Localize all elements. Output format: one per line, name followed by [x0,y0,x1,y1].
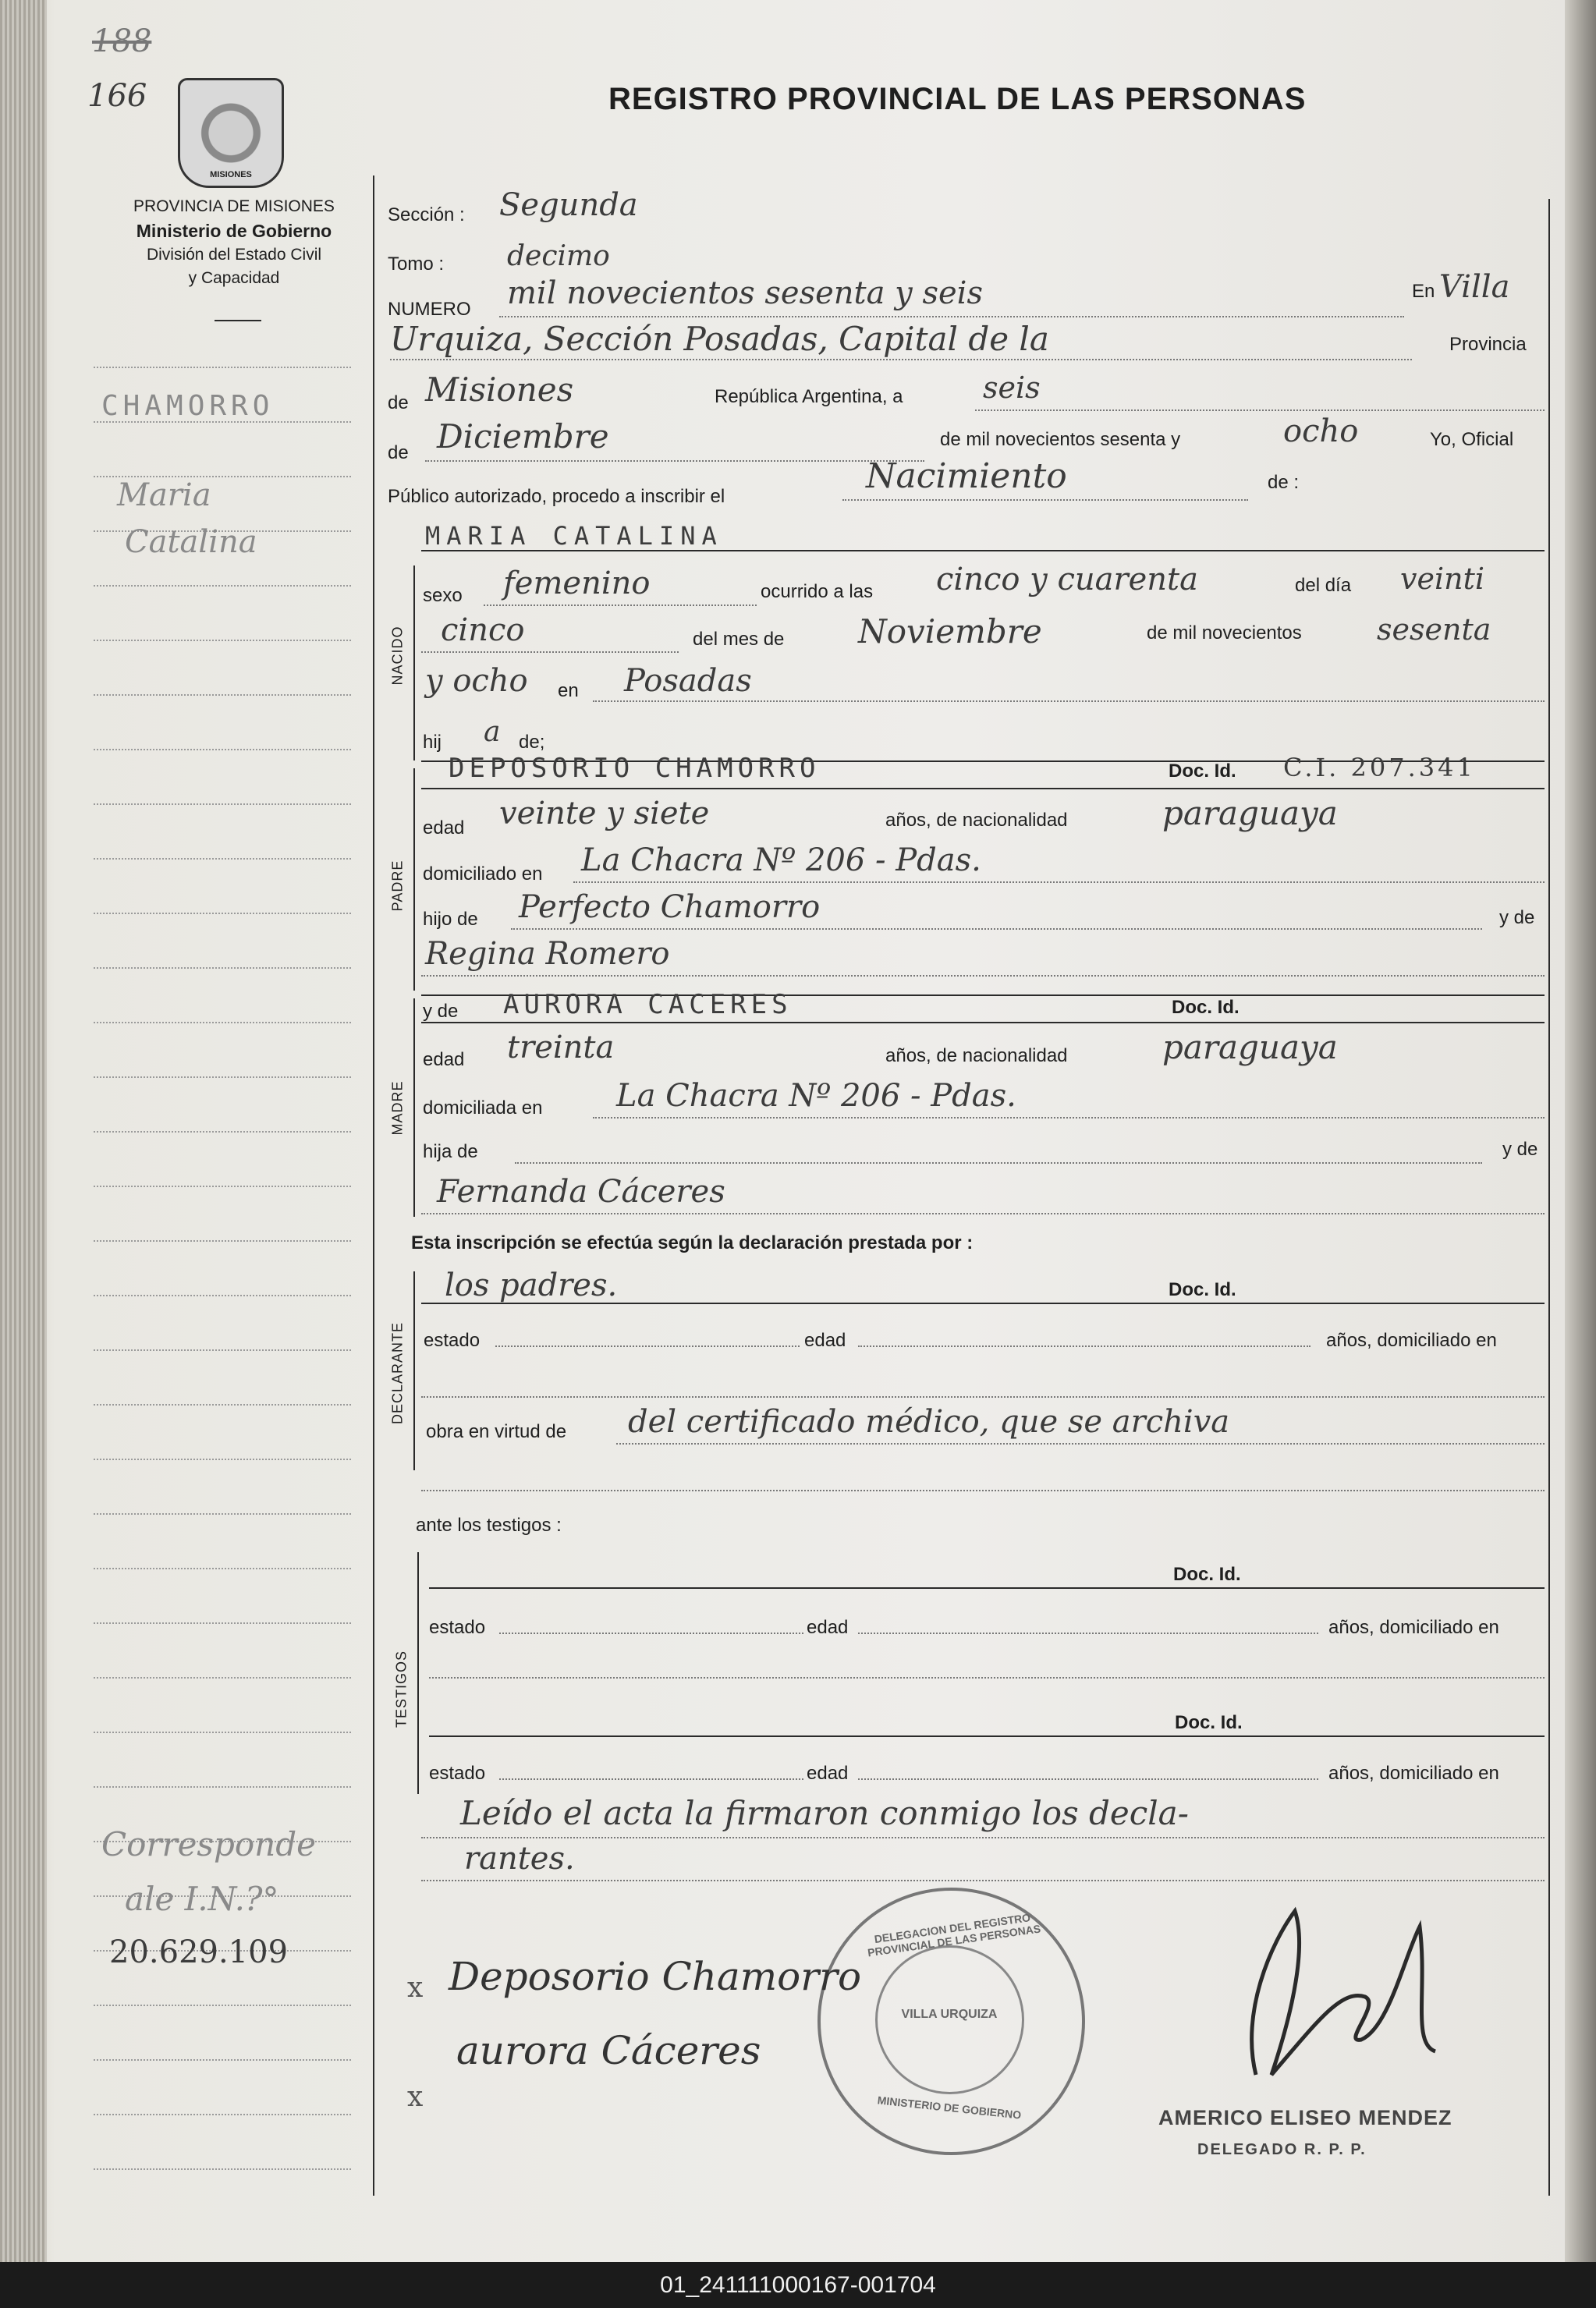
margin-rule [94,1076,351,1078]
dotted-line [421,1880,1545,1881]
value-seccion: Segunda [499,187,638,223]
file-id-footer: 01_241111000167-001704 [0,2262,1596,2308]
margin-rule [94,913,351,914]
label-en2: en [558,680,579,701]
label-numero: NUMERO [388,299,471,320]
dotted-line [499,316,1404,317]
label-edad-madre: edad [423,1049,465,1070]
page-right-edge [1565,0,1596,2262]
margin-rule [94,640,351,641]
label-sexo: sexo [423,585,463,606]
label-edad-testigo-2: edad [807,1763,849,1784]
value-cierre-1: Leído el acta la firmaron conmigo los decla- [460,1794,1189,1832]
official-signature-scribble [1225,1895,1490,2090]
value-padre-padre: Perfecto Chamorro [519,889,821,925]
dotted-line [499,1633,803,1634]
dotted-line [495,1345,800,1347]
agency-underline [215,320,261,321]
official-title: DELEGADO R. P. P. [1197,2141,1367,2158]
label-doc-id-padre: Doc. Id. [1169,760,1236,782]
label-domiciliado-padre: domiciliado en [423,863,543,885]
dotted-line [425,460,924,462]
margin-rule [94,1131,351,1133]
label-de-colon: de : [1268,472,1300,493]
dotted-line [515,1162,1482,1164]
label-nacionalidad-padre: años, de nacionalidad [885,810,1068,831]
margin-rule [94,1404,351,1406]
label-edad-declarante: edad [804,1330,846,1351]
provincial-seal [178,78,284,188]
dotted-line [975,409,1545,411]
page-number-struck: 188 [92,23,152,59]
label-ante-testigos: ante los testigos : [416,1515,562,1536]
value-obra: del certificado médico, que se archiva [628,1404,1230,1440]
value-hij-suffix: a [484,716,501,748]
margin-rule [94,1677,351,1679]
label-edad-testigo-1: edad [807,1617,849,1638]
margin-rule [94,1568,351,1569]
signature-mark-2: x [407,2081,424,2113]
label-del-mes: del mes de [693,629,785,650]
value-tomo: decimo [507,240,610,272]
label-y-de-madre: y de [423,1001,459,1022]
signature-mark-1: x [407,1972,424,2004]
margin-rule [94,2005,351,2006]
agency-capacity: y Capacidad [188,269,280,287]
margin-rule [94,585,351,587]
label-estado-testigo-2: estado [429,1763,486,1784]
section-nacido-label: NACIDO [389,626,406,686]
solid-line [421,550,1545,551]
label-publico: Público autorizado, procedo a inscribir el [388,486,725,507]
margin-rule [94,1349,351,1351]
dotted-line [421,1837,1545,1838]
margin-rule [94,1186,351,1187]
label-obra: obra en virtud de [426,1421,567,1442]
madre-section-border [413,998,415,1217]
label-seccion: Sección : [388,204,465,225]
section-madre-label: MADRE [389,1080,406,1136]
nacido-section-border [413,565,415,760]
signature-mother: aurora Cáceres [456,2028,761,2073]
value-en-line1: Villa [1439,269,1510,305]
label-nacionalidad-madre: años, de nacionalidad [885,1045,1068,1066]
value-en-line2: Urquiza, Sección Posadas, Capital de la [390,320,1049,358]
official-stamp [818,1888,1085,2155]
dotted-line [421,1213,1545,1214]
dotted-line [858,1633,1318,1634]
margin-rule [94,1022,351,1023]
label-de-mil-nov: de mil novecientos [1147,622,1302,643]
seal-label: MISIONES [210,170,252,179]
margin-rule [94,1240,351,1242]
value-padre-doc: C.I. 207.341 [1283,753,1476,782]
value-padre-madre: Regina Romero [425,936,670,972]
margin-rule [94,694,351,696]
value-madre-edad: treinta [507,1030,615,1065]
value-cierre-2: rantes. [464,1841,575,1877]
value-dia-nac-2: cinco [441,612,525,648]
label-republica: República Argentina, a [715,386,903,407]
margin-correspondence-3: 20.629.109 [109,1934,289,1970]
solid-line [429,1587,1545,1589]
margin-rule [94,858,351,860]
value-provincia: Misiones [425,370,574,409]
label-de-semi: de; [519,732,545,753]
value-hora: cinco y cuarenta [936,562,1198,597]
label-provincia: Provincia [1449,334,1527,355]
value-madre-dom: La Chacra Nº 206 - Pdas. [616,1078,1016,1114]
margin-rule [94,1295,351,1296]
value-anio-nac-2: y ocho [425,663,528,699]
margin-rule [94,1622,351,1624]
declarante-section-border [413,1271,415,1470]
section-testigos-label: TESTIGOS [393,1650,410,1728]
value-lugar: Posadas [624,663,752,699]
label-yo-oficial: Yo, Oficial [1430,429,1514,450]
label-doc-id-testigo-1: Doc. Id. [1173,1564,1241,1585]
label-y-de-padre: y de [1499,907,1535,928]
dotted-line [858,1345,1310,1347]
official-name: AMERICO ELISEO MENDEZ [1158,2106,1452,2129]
margin-correspondence-1: Corresponde [101,1825,316,1863]
label-ocurrido: ocurrido a las [761,581,874,602]
stamp-ring-text: DELEGACION DEL REGISTRO PROVINCIAL DE LAS PERSONAS [867,1911,1042,1959]
label-anos-dom-testigo-1: años, domiciliado en [1328,1617,1499,1638]
label-de: de [388,392,409,413]
dotted-line [421,1490,1545,1491]
value-sexo: femenino [503,565,651,601]
dotted-line [499,1778,803,1780]
label-doc-id-testigo-2: Doc. Id. [1175,1712,1243,1733]
value-madre-nac: paraguaya [1162,1028,1338,1066]
label-inscripcion: Esta inscripción se efectúa según la declaración prestada por : [411,1232,974,1253]
dotted-line [429,1677,1545,1679]
solid-line [421,788,1545,789]
dotted-line [573,881,1545,883]
stamp-center-text: VILLA URQUIZA [901,2008,998,2021]
label-anos-dom-testigo-2: años, domiciliado en [1328,1763,1499,1784]
value-padre-nac: paraguaya [1162,794,1338,832]
margin-rule [94,1513,351,1515]
solid-line [421,1303,1545,1304]
margin-rule [94,803,351,805]
dotted-line [616,1443,1545,1445]
book-binding-edge [0,0,47,2262]
label-hija-de: hija de [423,1141,478,1162]
label-de-mil: de mil novecientos sesenta y [940,429,1181,450]
margin-surname: CHAMORRO [101,390,275,422]
form-right-border [1548,199,1550,2196]
dotted-line [484,604,757,606]
value-anio: ocho [1283,413,1359,449]
margin-rule [94,2168,351,2170]
signature-father: Deposorio Chamorro [449,1954,862,1999]
label-estado-declarante: estado [424,1330,481,1351]
margin-rule [94,1459,351,1460]
dotted-line [593,700,1545,702]
dotted-line [390,359,1412,360]
label-del-dia: del día [1295,575,1352,596]
solid-line [429,1735,1545,1737]
margin-rule [94,367,351,368]
margin-rule [94,749,351,750]
dotted-line [858,1778,1318,1780]
value-anio-nac-1: sesenta [1377,612,1491,647]
dotted-line [842,499,1248,501]
value-nombre: MARIA CATALINA [425,521,723,551]
value-padre-dom: La Chacra Nº 206 - Pdas. [581,842,981,878]
value-padre-nombre: DEPOSORIO CHAMORRO [449,753,821,784]
dotted-line [593,1117,1545,1119]
dotted-line [511,928,1482,930]
value-numero: mil novecientos sesenta y seis [507,275,983,311]
value-dia-nac-1: veinti [1400,562,1485,596]
margin-rule [94,1732,351,1733]
label-doc-id-madre: Doc. Id. [1172,997,1240,1018]
margin-given-name-1: Maria [117,477,211,513]
value-mes-nac: Noviembre [858,612,1042,651]
margin-rule [94,1786,351,1788]
section-declarante-label: DECLARANTE [389,1321,406,1425]
value-acto: Nacimiento [866,456,1067,496]
stamp-bottom-text: MINISTERIO DE GOBIERNO [877,2094,1022,2122]
agency-province: PROVINCIA DE MISIONES [133,197,335,215]
value-declarante: los padres. [445,1267,618,1303]
label-hijo-de: hijo de [423,909,478,930]
testigos-section-border [417,1552,419,1794]
dotted-line [421,1396,1545,1398]
label-estado-testigo-1: estado [429,1617,486,1638]
value-mes: Diciembre [437,417,609,456]
agency-ministry: Ministerio de Gobierno [136,221,332,241]
label-y-de-madre-2: y de [1502,1139,1538,1160]
value-madre-nombre: AURORA CACERES [503,989,793,1020]
margin-rule [94,967,351,969]
margin-rule [94,2114,351,2115]
label-domiciliada-madre: domiciliada en [423,1097,543,1119]
value-padre-edad: veinte y siete [499,796,710,831]
margin-rule [94,2059,351,2061]
dotted-line [421,651,679,653]
margin-given-name-2: Catalina [125,524,257,560]
label-anos-dom-declarante: años, domiciliado en [1326,1330,1497,1351]
page-number: 166 [87,78,147,114]
padre-section-border [413,768,415,991]
form-left-border [373,175,374,2196]
label-tomo: Tomo : [388,253,445,275]
label-hij: hij [423,732,442,753]
value-madre-madre: Fernanda Cáceres [437,1174,725,1210]
value-dia: seis [983,370,1041,405]
agency-division: División del Estado Civil [146,246,322,264]
label-de2: de [388,442,409,463]
dotted-line [421,975,1545,977]
section-padre-label: PADRE [389,860,406,912]
label-en: En [1412,281,1435,302]
solid-line [421,1022,1545,1023]
label-doc-id-declarante: Doc. Id. [1169,1279,1236,1300]
document-title: REGISTRO PROVINCIAL DE LAS PERSONAS [608,82,1307,116]
label-edad-padre: edad [423,817,465,838]
margin-correspondence-2: ale I.N.?° [125,1880,279,1918]
